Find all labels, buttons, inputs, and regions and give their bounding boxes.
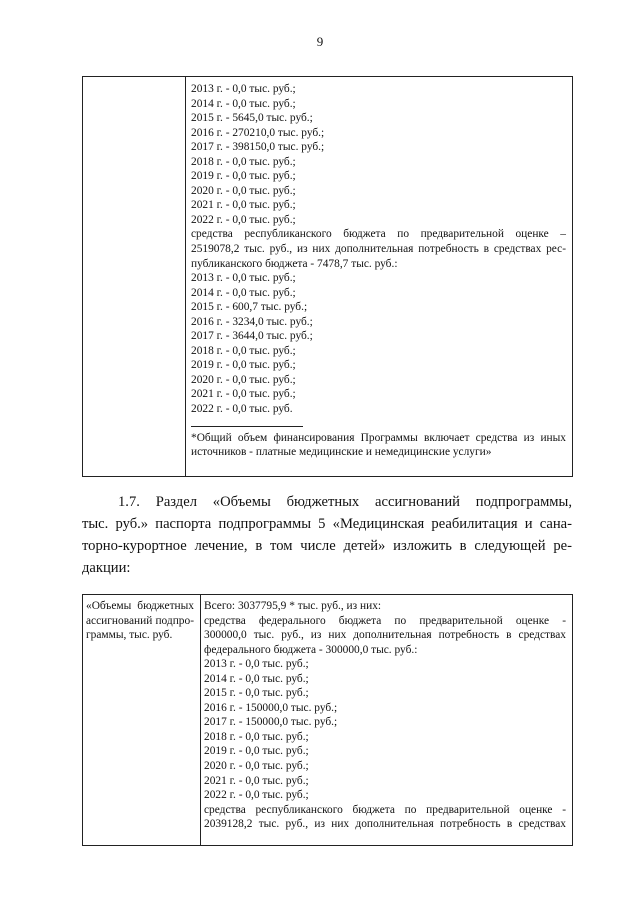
column-divider: [200, 595, 201, 845]
year-line: 2021 г. - 0,0 тыс. руб.;: [191, 388, 296, 401]
year-line: 2022 г. - 0,0 тыс. руб.;: [191, 213, 296, 226]
year-line: 2017 г. - 3644,0 тыс. руб.;: [191, 330, 313, 343]
footnote-text: источников - платные медицинские и немедицинские услуги»: [191, 446, 492, 459]
label-line: граммы, тыс. руб.: [86, 629, 173, 642]
year-line: 2020 г. - 0,0 тыс. руб.;: [191, 184, 296, 197]
paragraph-line: торно-курортное лечение, в том числе детей» изложить в следующей ре-: [82, 538, 572, 554]
year-line: 2018 г. - 0,0 тыс. руб.;: [191, 344, 296, 357]
funding-cell-text: [204, 599, 566, 832]
footnote-text: *Общий объем финансирования Программы включает средства из иных: [191, 431, 566, 444]
federal-budget-text: федерального бюджета - 300000,0 тыс. руб.:: [204, 643, 418, 656]
year-line: 2015 г. - 0,0 тыс. руб.;: [204, 687, 309, 700]
paragraph-line: 1.7. Раздел «Объемы бюджетных ассигнований подпрограммы,: [118, 494, 572, 510]
column-divider: [185, 77, 186, 476]
year-line: 2022 г. - 0,0 тыс. руб.;: [204, 789, 309, 802]
year-line: 2017 г. - 398150,0 тыс. руб.;: [191, 141, 325, 154]
year-line: 2021 г. - 0,0 тыс. руб.;: [191, 199, 296, 212]
paragraph-line: дакции:: [82, 560, 131, 576]
label-line: «Объемы бюджетных: [86, 600, 194, 612]
republic-budget-text: публиканского бюджета - 7478,7 тыс. руб.:: [191, 257, 398, 270]
year-line: 2016 г. - 150000,0 тыс. руб.;: [204, 701, 338, 714]
page-number: 9: [316, 34, 324, 49]
year-line: 2021 г. - 0,0 тыс. руб.;: [204, 774, 309, 787]
total-line: Всего: 3037795,9 * тыс. руб., из них:: [204, 600, 382, 612]
year-line: 2013 г. - 0,0 тыс. руб.;: [191, 272, 296, 285]
federal-budget-text: средства федерального бюджета по предварительной оценке -: [204, 614, 566, 627]
republic-budget-text: средства республиканского бюджета по предварительной оценке –: [191, 228, 566, 241]
year-line: 2019 г. - 0,0 тыс. руб.;: [191, 359, 296, 372]
year-line: 2018 г. - 0,0 тыс. руб.;: [191, 155, 296, 168]
year-line: 2013 г. - 0,0 тыс. руб.;: [204, 658, 309, 671]
republic-budget-text: 2039128,2 тыс. руб., из них дополнительная потребность в средствах: [204, 818, 566, 831]
year-line: 2017 г. - 150000,0 тыс. руб.;: [204, 716, 338, 729]
year-line: 2014 г. - 0,0 тыс. руб.;: [191, 97, 296, 110]
year-line: 2022 г. - 0,0 тыс. руб.: [191, 403, 293, 416]
amendment-paragraph: [82, 491, 572, 579]
republic-budget-text: средства республиканского бюджета по предварительной оценке -: [204, 803, 566, 816]
year-line: 2019 г. - 0,0 тыс. руб.;: [204, 745, 309, 758]
year-line: 2015 г. - 5645,0 тыс. руб.;: [191, 112, 313, 125]
year-line: 2015 г. - 600,7 тыс. руб.;: [191, 301, 308, 314]
paragraph-line: тыс. руб.» паспорта подпрограммы 5 «Медицинская реабилитация и сана-: [82, 516, 572, 532]
year-line: 2018 г. - 0,0 тыс. руб.;: [204, 730, 309, 743]
year-line: 2019 г. - 0,0 тыс. руб.;: [191, 170, 296, 183]
year-line: 2020 г. - 0,0 тыс. руб.;: [204, 760, 309, 773]
federal-budget-text: 300000,0 тыс. руб., из них дополнительная потребность в средствах: [204, 629, 566, 642]
table-label-cell: [86, 599, 194, 643]
republic-budget-text: 2519078,2 тыс. руб., из них дополнительная потребность в средствах рес-: [191, 243, 566, 256]
year-line: 2020 г. - 0,0 тыс. руб.;: [191, 373, 296, 386]
label-line: ассигнований подпро-: [86, 614, 194, 627]
year-line: 2016 г. - 270210,0 тыс. руб.;: [191, 126, 325, 139]
year-line: 2014 г. - 0,0 тыс. руб.;: [191, 286, 296, 299]
funding-cell-text: [191, 82, 566, 460]
year-line: 2016 г. - 3234,0 тыс. руб.;: [191, 315, 313, 328]
footnote-rule: [191, 426, 303, 427]
year-line: 2014 г. - 0,0 тыс. руб.;: [204, 672, 309, 685]
year-line: 2013 г. - 0,0 тыс. руб.;: [191, 83, 296, 95]
